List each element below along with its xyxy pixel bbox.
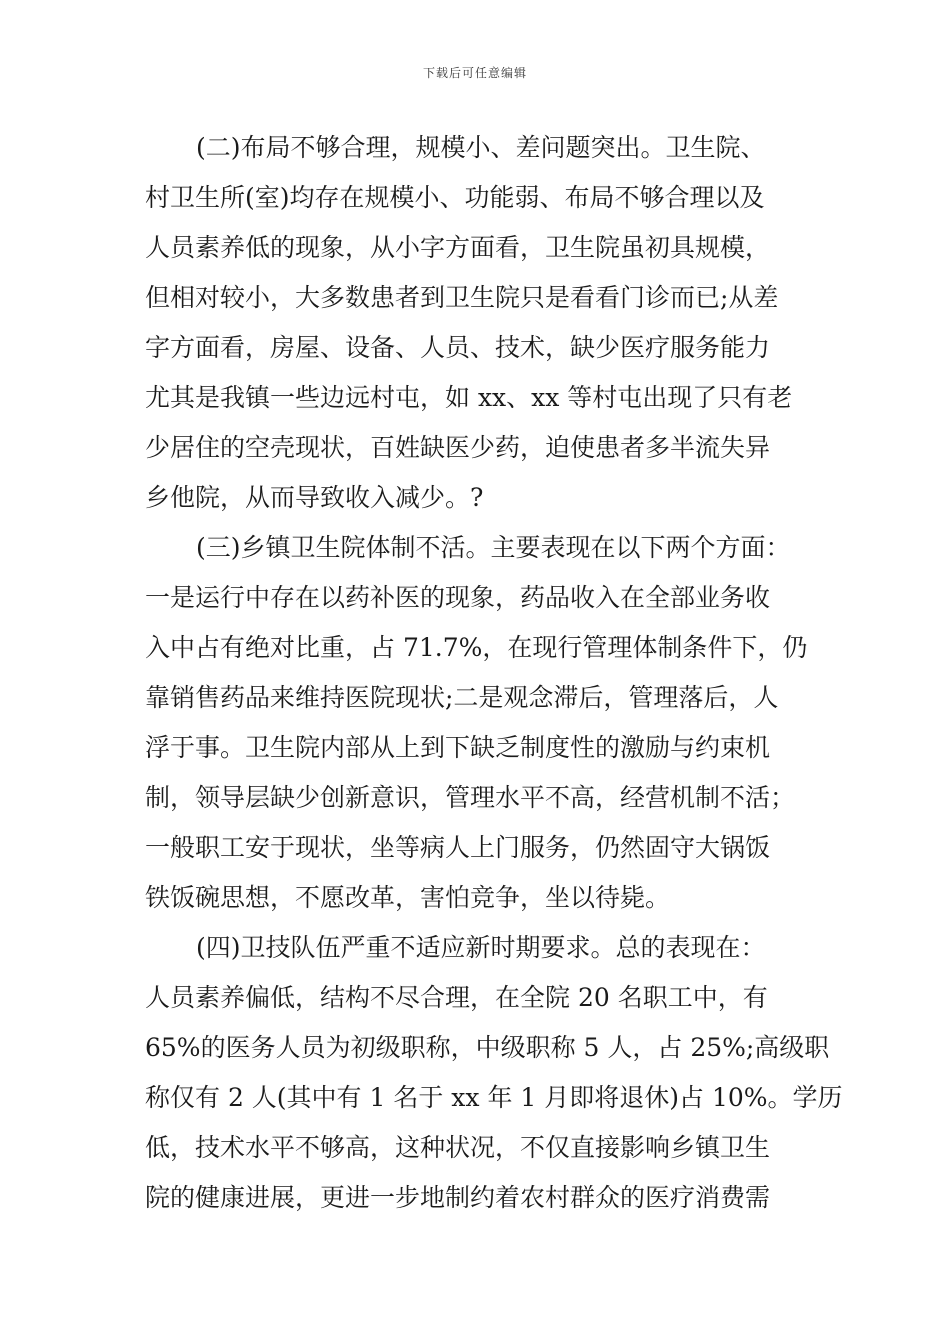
paragraph-line: 65%的医务人员为初级职称，中级职称 5 人，占 25%;高级职: [145, 1033, 830, 1062]
paragraph-line: 浮于事。卫生院内部从上到下缺乏制度性的激励与约束机: [145, 733, 771, 762]
paragraph-line: 人员素养低的现象，从小字方面看，卫生院虽初具规模，: [145, 233, 771, 262]
paragraph-line: 但相对较小，大多数患者到卫生院只是看看门诊而已;从差: [145, 283, 779, 312]
paragraph-line: (三)乡镇卫生院体制不活。主要表现在以下两个方面：: [196, 533, 791, 562]
paragraph-line: 铁饭碗思想，不愿改革，害怕竞争，坐以待毙。: [145, 883, 671, 912]
paragraph-line: 入中占有绝对比重，占 71.7%，在现行管理体制条件下，仍: [145, 633, 808, 662]
paragraph-line: 制，领导层缺少创新意识，管理水平不高，经营机制不活；: [145, 783, 796, 812]
paragraph-line: 靠销售药品来维持医院现状;二是观念滞后，管理落后，人: [145, 683, 779, 712]
paragraph-line: 低，技术水平不够高，这种状况，不仅直接影响乡镇卫生: [145, 1133, 771, 1162]
page-header-note: 下载后可任意编辑: [422, 66, 527, 80]
paragraph-line: 称仅有 2 人(其中有 1 名于 xx 年 1 月即将退休)占 10%。学历: [145, 1083, 843, 1112]
paragraph-line: 字方面看，房屋、设备、人员、技术，缺少医疗服务能力: [145, 333, 771, 362]
paragraph-line: 人员素养偏低，结构不尽合理，在全院 20 名职工中，有: [145, 983, 768, 1012]
paragraph-line: 尤其是我镇一些边远村屯，如 xx、xx 等村屯出现了只有老: [145, 383, 793, 412]
paragraph-line: 少居住的空壳现状，百姓缺医少药，迫使患者多半流失异: [145, 433, 771, 462]
paragraph-line: 乡他院，从而导致收入减少。?: [145, 483, 484, 512]
paragraph-line: 一是运行中存在以药补医的现象，药品收入在全部业务收: [145, 583, 771, 612]
paragraph-line: 一般职工安于现状，坐等病人上门服务，仍然固守大锅饭: [145, 833, 771, 862]
paragraph-line: (二)布局不够合理，规模小、差问题突出。卫生院、: [196, 133, 766, 162]
paragraph-line: (四)卫技队伍严重不适应新时期要求。总的表现在：: [196, 933, 766, 962]
paragraph-line: 院的健康进展，更进一步地制约着农村群众的医疗消费需: [145, 1183, 771, 1212]
paragraph-line: 村卫生所(室)均存在规模小、功能弱、布局不够合理以及: [145, 183, 765, 212]
